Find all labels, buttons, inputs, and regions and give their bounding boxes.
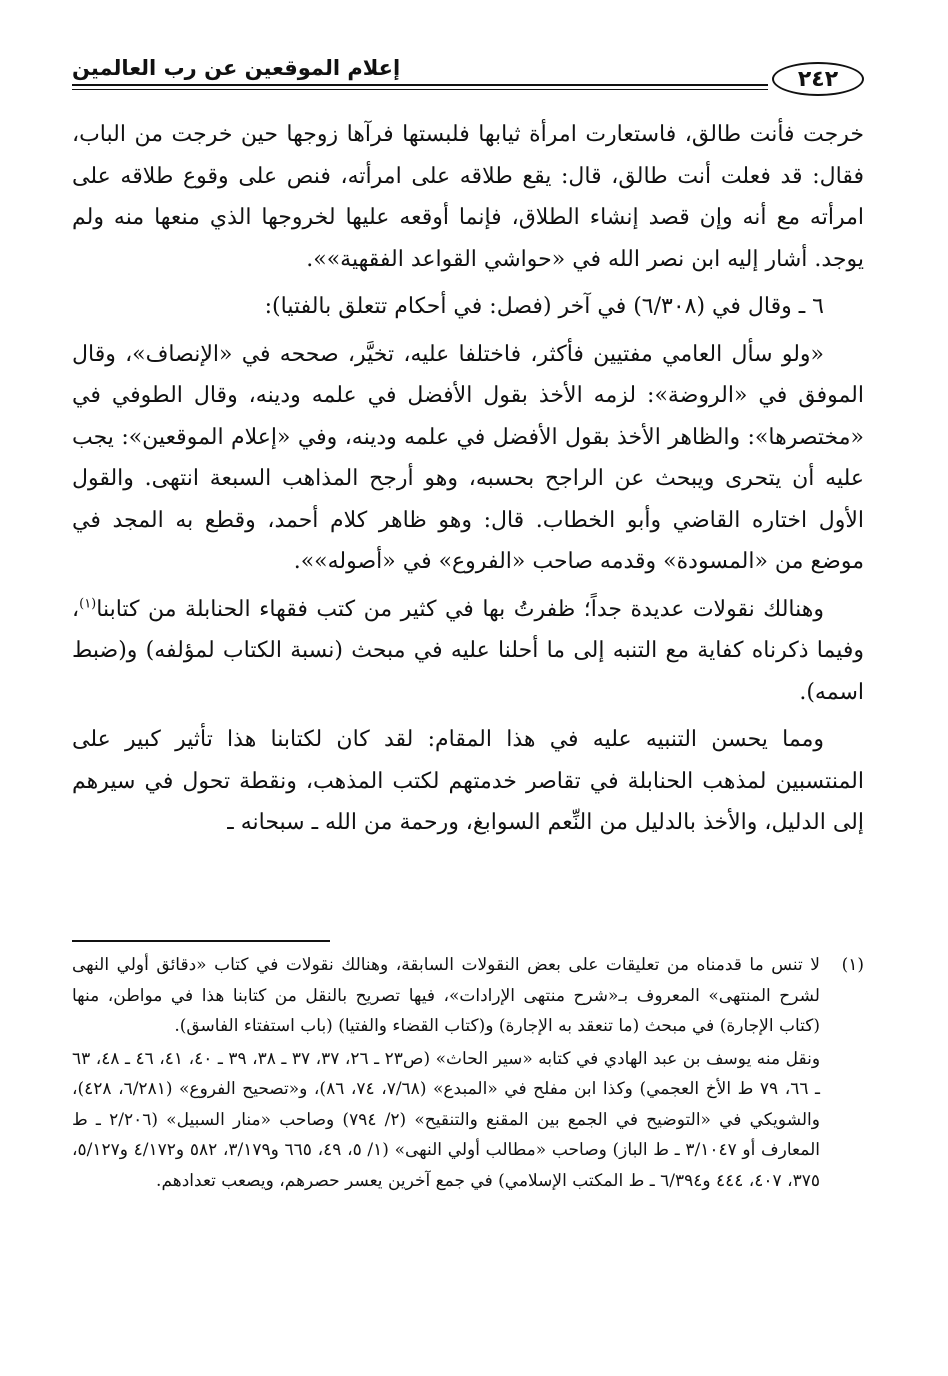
footnote-separator [72,940,330,942]
footnote-paragraph-2: ونقل منه يوسف بن عبد الهادي في كتابه «سير الحاث» (ص٢٣ ـ ٢٦، ٣٧، ٣٧ ـ ٣٨، ٣٩ ـ ٤٠، ٤١، ٤٦ ـ ٤٨، ٦٣ ـ ٦٦، ٧٩ ط الأخ العجمي) وكذا ابن مفلح في «المبدع» (٧/٦٨، ٧٤، ٨٦)، و«تصحيح الفروع» (٦/٢٨١، ٤٢٨)، والشويكي في «التوضيح في الجمع بين المقنع والتنقيح» (٢/ ٧٩٤) وصاحب «منار السبيل» (٢/٢٠٦ ـ ط المعارف أو ٣/١٠٤٧ ـ ط الباز) وصاحب «مطالب أولي النهى» (١/ ٥، ٤٩، ٦٦٥ و٣/١٧٩، ٥٨٢ و٤/١٧٢ و٥/١٢٧، ٣٧٥، ٤٠٧، ٤٤٤ و٦/٣٩٤ ـ ط المكتب الإسلامي) في جمع آخرين يعسر حصرهم، ويصعب تعدادهم. [72,1048,821,1191]
footnote-number: (١) [841,955,864,975]
paragraph-5: ومما يحسن التنبيه عليه في هذا المقام: لقد كان لكتابنا هذا تأثير كبير على المنتسبين لمذهب الحنابلة في تقاصر خدمتهم لكتب المذهب، ونقطة تحول في سيرهم إلى الدليل، والأخذ بالدليل من النِّعم السوابغ، ورحمة من الله ـ سبحانه ـ [72,727,864,835]
footnote-reference[interactable]: (١) [79,596,97,612]
header-rule [72,84,768,86]
paragraph-1: خرجت فأنت طالق، فاستعارت امرأة ثيابها فلبستها فرآها زوجها حين خرجت من الباب، فقال: قد فعلت أنت طالق، قال: يقع طلاقه على امرأته، فنص على وقوع طلاقه على امرأته مع أنه وإن قصد إنشاء الطلاق، فإنما أوقعه عليها لخروجها الذي منعها منه ولم يوجد. أشار إليه ابن نصر الله في «حواشي القواعد الفقهية»». [72,122,864,272]
paragraph-4 [72,589,864,714]
page-number-badge: ٢٤٢ [772,62,864,96]
header-rule-thin [72,89,768,90]
footnotes [72,950,864,1196]
main-text [72,114,864,844]
paragraph-4-start: وهنالك نقولات عديدة جداً؛ ظفرتُ بها في كثير من كتب فقهاء الحنابلة من كتابنا [96,596,824,622]
book-title: إعلام الموقعين عن رب العالمين [72,56,401,80]
footnote-paragraph-1: لا تنس ما قدمناه من تعليقات على بعض النقولات السابقة، وهنالك نقولات في كتاب «دقائق أولي النهى لشرح المنتهى» المعروف بـ«شرح منتهى الإرادات»، فيها تصريح بالنقل من كتابنا هذا في مواطن، منها (كتاب الإجارة) في مبحث (ما تنعقد به الإجارة) و(كتاب القضاء والفتيا) (باب استفتاء الفاسق). [72,955,820,1036]
paragraph-3-quote: «ولو سأل العامي مفتيين فأكثر، فاختلفا عليه، تخيَّر، صححه في «الإنصاف»، وقال الموفق في «الروضة»: لزمه الأخذ بقول الأفضل في علمه ودينه، وقال الطوفي في «مختصرها»: والظاهر الأخذ بقول الأفضل في علمه ودينه، وفي «إعلام الموقعين»: يجب عليه أن يتحرى ويبحث عن الراجح بحسبه، وهو أرجح المذاهب السبعة انتهى. والقول الأول اختاره القاضي وأبو الخطاب. قال: وهو ظاهر كلام أحمد، وقطع به المجد في موضع من «المسودة» وقدمه صاحب «الفروع» في «أصوله»». [72,341,864,574]
paragraph-4-end: ، وفيما ذكرناه كفاية مع التنبه إلى ما أحلنا عليه في مبحث (نسبة الكتاب لمؤلفه) و(ضبط اسمه). [72,596,864,705]
footnote-body [72,950,820,1196]
book-page [72,40,864,1340]
footnote-1 [72,950,864,1196]
running-header [72,40,864,90]
paragraph-2: ٦ ـ وقال في (٦/٣٠٨) في آخر (فصل: في أحكام تتعلق بالفتيا): [264,294,824,319]
